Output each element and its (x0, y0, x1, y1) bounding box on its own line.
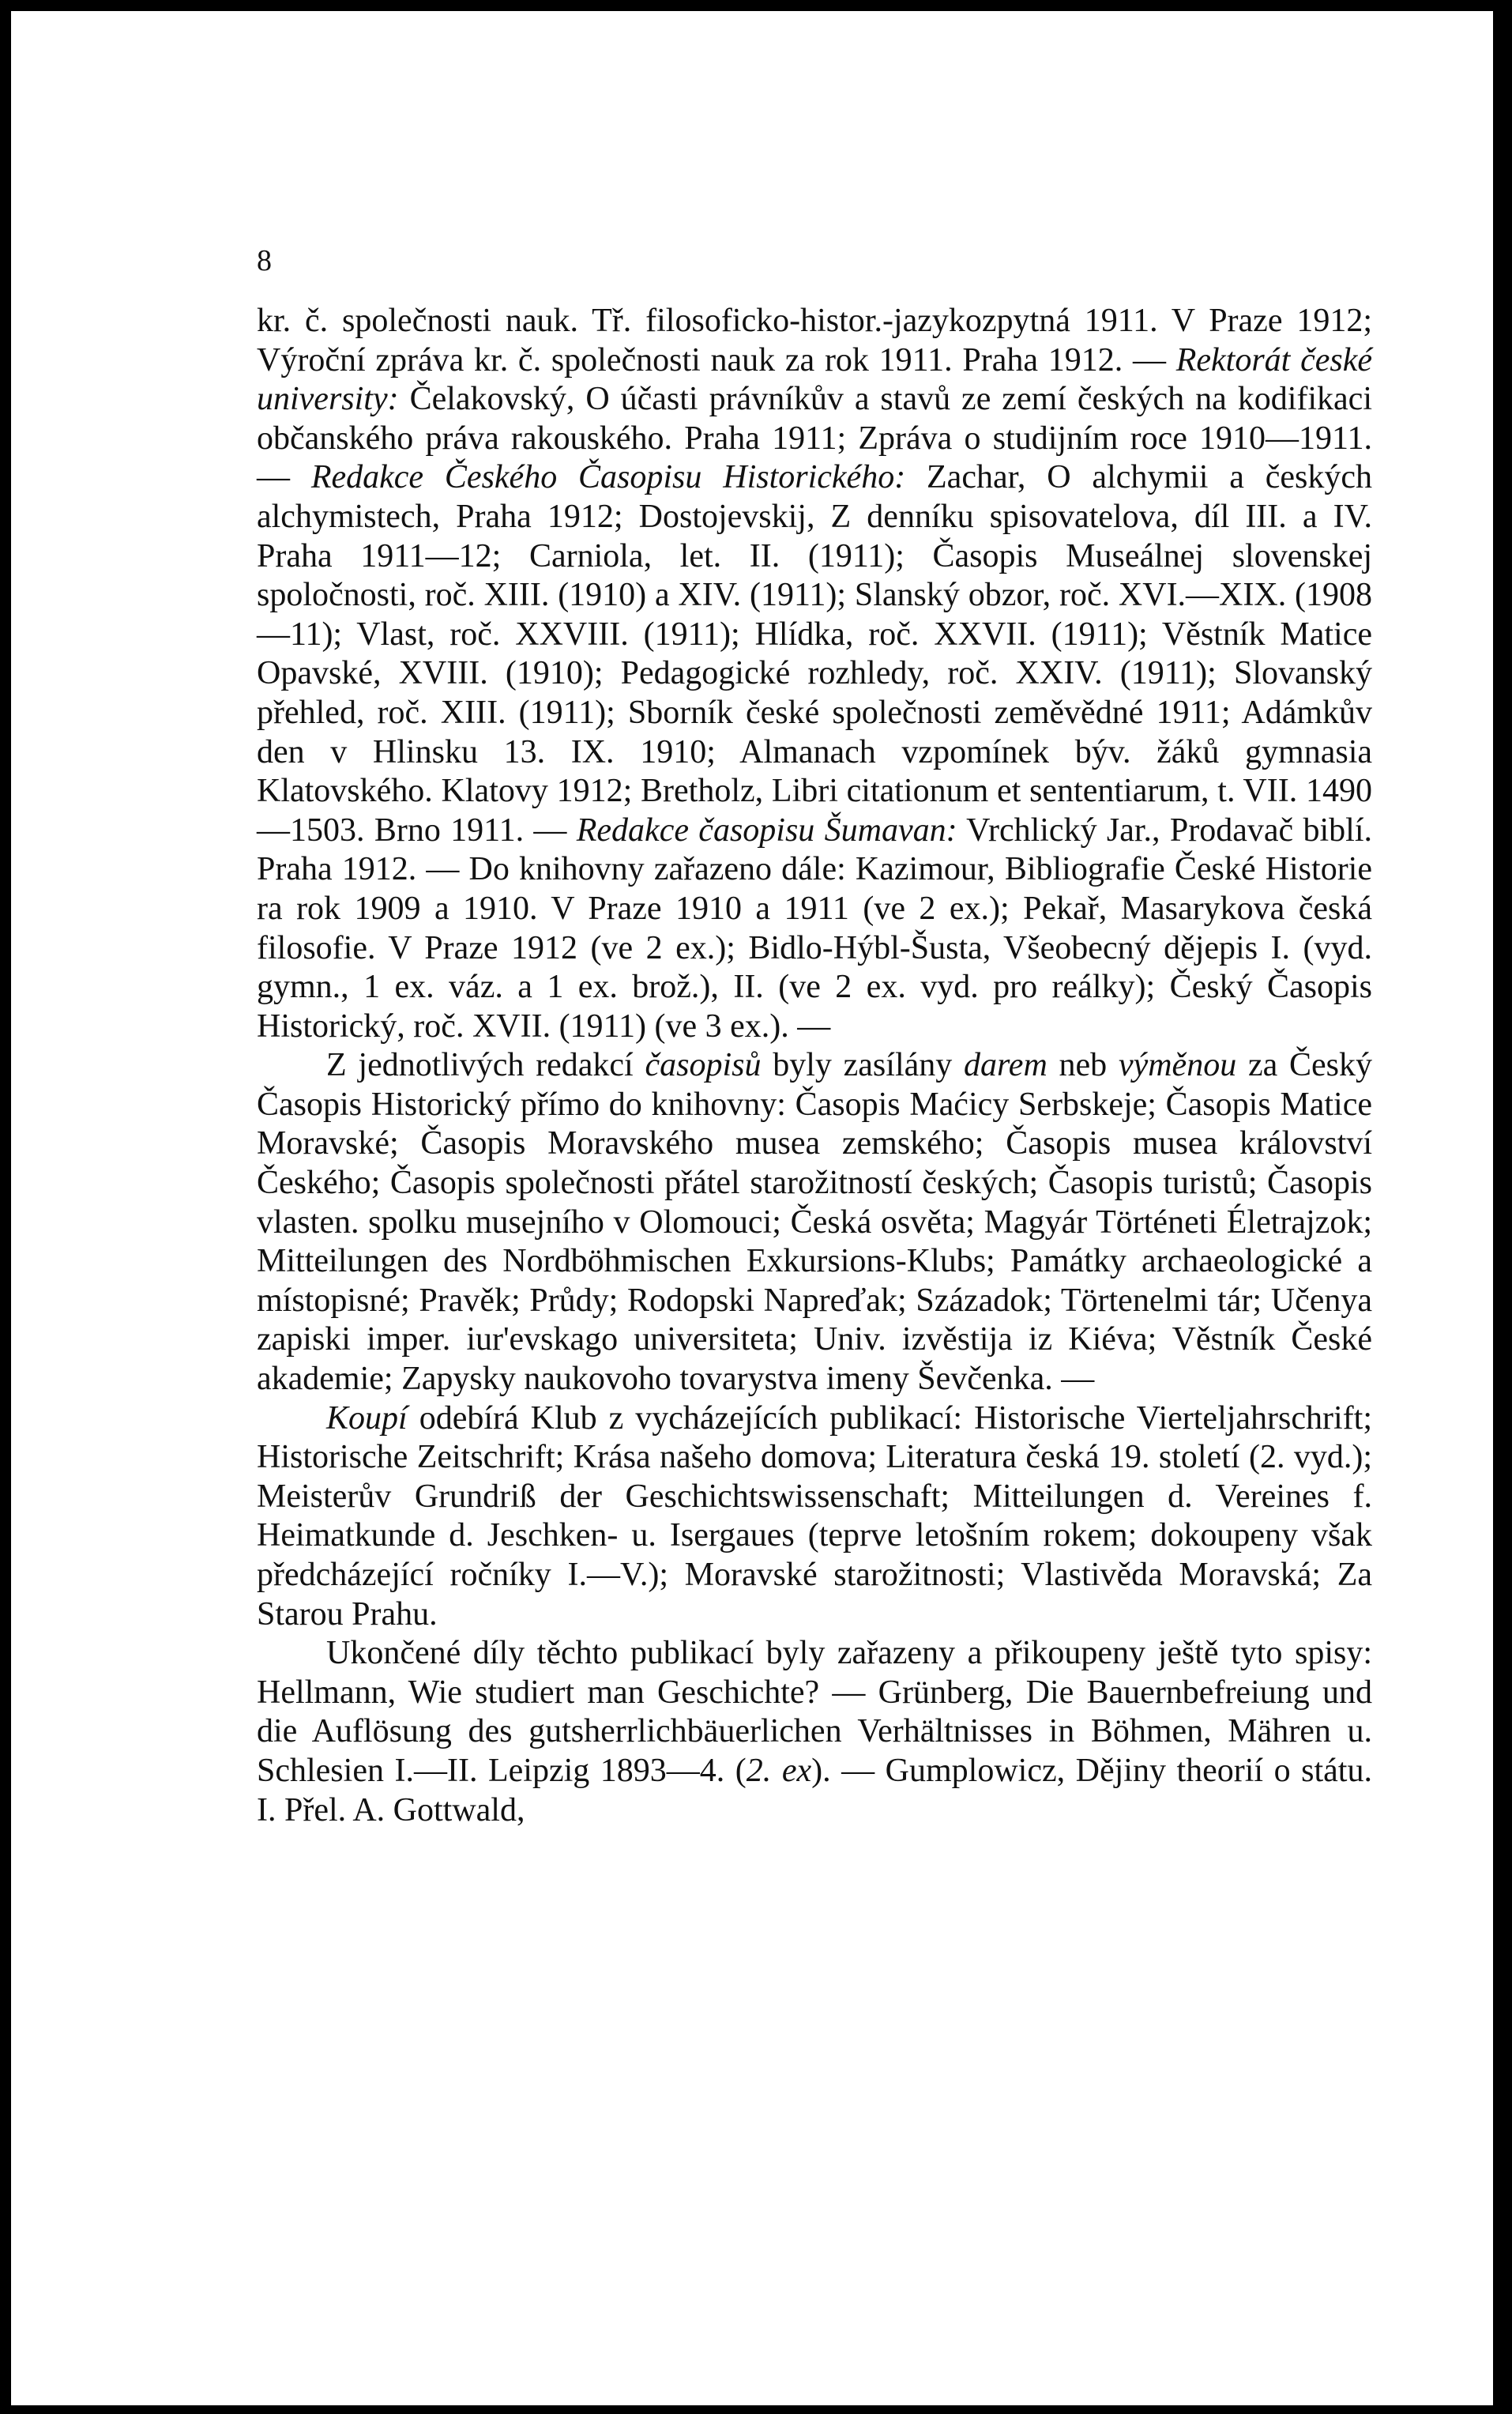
text-run: byly zasílány (761, 1047, 965, 1084)
text-run: Čelakovský, O účasti právníkův a stavů ze zemí českých na kodifikaci občanského práva rakouského. Praha 1911; Zpráva o studijním roce 1910—1911. — (257, 381, 1372, 496)
italic-text-run: Redakce časopisu Šumavan: (576, 812, 957, 849)
text-run: ). — Gumplowicz, Dějiny theorií o státu. I. Přel. A. Gottwald, (257, 1752, 1372, 1828)
paragraph (257, 1046, 1372, 1399)
italic-text-run: časopisů (645, 1047, 762, 1084)
paragraph (257, 1634, 1372, 1830)
italic-text-run: Rektorát české university: (257, 341, 1372, 418)
italic-text-run: Redakce Českého Časopisu Historického: (310, 459, 906, 496)
paragraph (257, 1399, 1372, 1635)
italic-text-run: Koupí (326, 1399, 408, 1437)
scanned-page (11, 11, 1493, 2405)
text-run: za Český Časopis Historický přímo do knihovny: Časopis Maćicy Serbskeje; Časopis Matice Moravské; Časopis Moravského musea zemského; Časopis musea království Českého; Časopis společnosti přátel starožitností českých; Časopis turistů; Časopis vlasten. spolku musejního v Olomouci; Česká osvěta; Magyár Történeti Életrajzok; Mitteilungen des Nordböhmischen Exkursions-Klubs; Památky archaeologické a místopisné; Pravěk; Průdy; Rodopski Napreďak; Századok; Törtenelmi tár; Učenya zapiski imper. iur'evskago universiteta; Univ. izvěstija iz Kiéva; Věstník České akademie; Zapysky naukovoho tovarystva imeny Ševčenka. — (257, 1047, 1372, 1398)
paragraph (257, 302, 1372, 1046)
italic-text-run: 2. ex (746, 1752, 812, 1789)
text-run: neb (1047, 1047, 1119, 1084)
text-run: Z jednotlivých redakcí (326, 1047, 645, 1084)
text-run: Ukončené díly těchto publikací byly zařazeny a přikoupeny ještě tyto spisy: Hellmann, Wie studiert man Geschichte? — Grünberg, Die Bauernbefreiung und die Auflösung des gutsherrlichbäuerlichen Verhältnisses in Böhmen, Mähren u. Schlesien I.—II. Leipzig 1893—4. ( (257, 1635, 1372, 1789)
text-run: Zachar, O alchymii a českých alchymistech, Praha 1912; Dostojevskij, Z denníku spisovatelova, díl III. a IV. Praha 1911—12; Carniola, let. II. (1911); Časopis Museálnej slovenskej spoločnosti, roč. XIII. (1910) a XIV. (1911); Slanský obzor, roč. XVI.—XIX. (1908—11); Vlast, roč. XXVIII. (1911); Hlídka, roč. XXVII. (1911); Věstník Matice Opavské, XVIII. (1910); Pedagogické rozhledy, roč. XXIV. (1911); Slovanský přehled, roč. XIII. (1911); Sborník české společnosti zeměvědné 1911; Adámkův den v Hlinsku 13. IX. 1910; Almanach vzpomínek býv. žáků gymnasia Klatovského. Klatovy 1912; Bretholz, Libri citationum et sententiarum, t. VII. 1490—1503. Brno 1911. — (257, 459, 1372, 849)
page-number: 8 (257, 244, 272, 277)
text-run: kr. č. společnosti nauk. Tř. filosoficko-histor.-jazykozpytná 1911. V Praze 1912; Výroční zpráva kr. č. společnosti nauk za rok 1911. Praha 1912. — (257, 303, 1372, 378)
text-run: odebírá Klub z vycházejících publikací: Historische Vierteljahrschrift; Historische Zeitschrift; Krása našeho domova; Literatura česká 19. století (2. vyd.); Meisterův Grundriß der Geschichtswissenschaft; Mitteilungen d. Vereines f. Heimatkunde d. Jeschken- u. Isergaues (teprve letošním rokem; dokoupeny však předcházející ročníky I.—V.); Moravské starožitnosti; Vlastivěda Moravská; Za Starou Prahu. (257, 1399, 1372, 1633)
italic-text-run: darem (964, 1047, 1047, 1084)
italic-text-run: výměnou (1118, 1047, 1237, 1084)
text-run: Vrchlický Jar., Prodavač biblí. Praha 1912. — Do knihovny zařazeno dále: Kazimour, Bibliografie České Historie ra rok 1909 a 1910. V Praze 1910 a 1911 (ve 2 ex.); Pekař, Masarykova česká filosofie. V Praze 1912 (ve 2 ex.); Bidlo-Hýbl-Šusta, Všeobecný dějepis I. (vyd. gymn., 1 ex. váz. a 1 ex. brož.), II. (ve 2 ex. vyd. pro reálky); Český Časopis Historický, roč. XVII. (1911) (ve 3 ex.). — (257, 812, 1372, 1045)
body-text (257, 302, 1372, 1830)
